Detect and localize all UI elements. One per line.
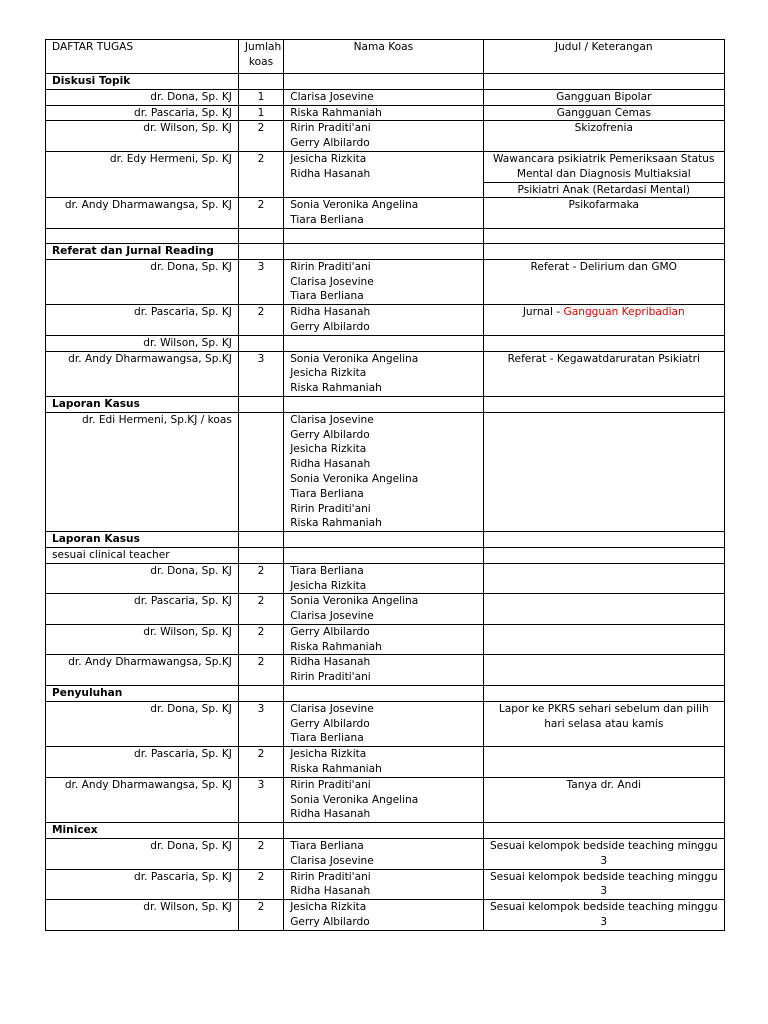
row-count-text: 3	[257, 352, 265, 365]
section-title-row-names	[284, 243, 483, 259]
row-count	[238, 563, 283, 594]
row-names-text: Sonia Veronika Angelina Clarisa Josevine	[290, 595, 419, 623]
row-names-text: Gerry Albilardo Riska Rahmaniah	[290, 625, 382, 653]
row-note-text: Sesuai kelompok bedside teaching minggu 3	[489, 870, 718, 898]
row-names-text: Clarisa Josevine	[290, 90, 374, 103]
section-title-row-count	[238, 74, 283, 90]
header-row	[46, 40, 725, 74]
spacer-cell	[483, 228, 724, 243]
section-title-row-label	[46, 243, 239, 259]
row-count	[238, 777, 283, 822]
row-note	[483, 259, 724, 304]
section-subtitle-row-label	[46, 547, 239, 563]
section-title-row-note	[483, 686, 724, 702]
row-doctor	[46, 777, 239, 822]
row-doctor	[46, 151, 239, 197]
row-doctor	[46, 839, 239, 870]
row-doctor-text: dr. Andy Dharmawangsa, Sp.KJ	[68, 352, 232, 365]
row-note	[483, 335, 724, 351]
row-note	[483, 869, 724, 900]
section-subtitle-row	[46, 547, 725, 563]
section-title-row-label-text: Minicex	[52, 824, 98, 837]
section-title-row	[46, 74, 725, 90]
row-doctor	[46, 121, 239, 152]
section-title-row-label	[46, 532, 239, 548]
spacer-row	[46, 228, 725, 243]
row-names	[284, 701, 483, 746]
row-note-secondary	[483, 182, 724, 198]
row-note	[483, 701, 724, 746]
header-count: Jumlah koas	[238, 40, 283, 74]
row-doctor	[46, 869, 239, 900]
row-note	[483, 563, 724, 594]
row-names-text: Ririn Praditi'ani Clarisa Josevine Tiara Berliana	[290, 260, 374, 303]
row-doctor-text: dr. Dona, Sp. KJ	[150, 840, 232, 853]
row-note-text: Sesuai kelompok bedside teaching minggu 3	[489, 840, 718, 867]
row-note	[483, 594, 724, 625]
row-note-text: Skizofrenia	[574, 122, 633, 135]
row-count-text: 2	[257, 564, 265, 577]
row-doctor-text: dr. Dona, Sp. KJ	[150, 702, 232, 715]
row-note	[483, 121, 724, 152]
row-count	[238, 121, 283, 152]
row-doctor	[46, 351, 239, 396]
row-doctor	[46, 198, 239, 229]
row-note	[483, 900, 724, 931]
row-names	[284, 121, 483, 152]
section-title-row-count	[238, 686, 283, 702]
row-doctor-text: dr. Andy Dharmawangsa, Sp. KJ	[64, 199, 232, 212]
row-names	[284, 335, 483, 351]
table-row	[46, 335, 725, 351]
row-count-text: 2	[257, 306, 265, 319]
row-doctor-text: dr. Dona, Sp. KJ	[150, 564, 232, 577]
row-names-text: Clarisa Josevine Gerry Albilardo Jesicha Rizkita Ridha Hasanah Sonia Veronika Angelina Tiara Berliana Ririn Praditi'ani Riska Rahmaniah	[290, 413, 419, 530]
row-note	[483, 351, 724, 396]
row-names-text: Ririn Praditi'ani Gerry Albilardo	[290, 122, 371, 150]
section-title-row-label-text: Laporan Kasus	[52, 533, 140, 546]
row-note	[483, 777, 724, 822]
table-row	[46, 655, 725, 686]
row-names	[284, 198, 483, 229]
section-title-row-note	[483, 532, 724, 548]
row-names	[284, 563, 483, 594]
row-doctor-text: dr. Dona, Sp. KJ	[150, 260, 232, 273]
row-doctor	[46, 900, 239, 931]
row-note	[483, 412, 724, 531]
row-names	[284, 151, 483, 197]
row-note-text: Wawancara psikiatrik Pemeriksaan Status Mental dan Diagnosis Multiaksial	[493, 152, 715, 180]
row-count	[238, 701, 283, 746]
table-row	[46, 198, 725, 229]
row-count	[238, 89, 283, 105]
header-note: Judul / Keterangan	[483, 40, 724, 74]
section-title-row-count	[238, 823, 283, 839]
table-row	[46, 105, 725, 121]
row-names-text: Ridha Hasanah Ririn Praditi'ani	[290, 656, 371, 684]
header-names: Nama Koas	[284, 40, 483, 74]
header-task: DAFTAR TUGAS	[46, 40, 239, 74]
section-title-row-label	[46, 823, 239, 839]
row-doctor-text: dr. Edi Hermeni, Sp.KJ / koas	[82, 413, 232, 426]
row-names	[284, 777, 483, 822]
section-title-row-names	[284, 686, 483, 702]
section-title-row	[46, 243, 725, 259]
row-note	[483, 89, 724, 105]
row-note-secondary-text: Psikiatri Anak (Retardasi Mental)	[517, 183, 691, 196]
row-note	[483, 839, 724, 870]
section-title-row-note	[483, 243, 724, 259]
row-doctor-text: dr. Wilson, Sp. KJ	[143, 336, 232, 349]
section-title-row	[46, 686, 725, 702]
row-count	[238, 105, 283, 121]
row-doctor-text: dr. Dona, Sp. KJ	[150, 90, 232, 103]
table-row	[46, 777, 725, 822]
row-names-text: Sonia Veronika Angelina Tiara Berliana	[290, 199, 419, 227]
row-doctor-text: dr. Pascaria, Sp. KJ	[134, 106, 232, 119]
table-row	[46, 305, 725, 336]
row-note-text: Sesuai kelompok bedside teaching minggu 3	[489, 901, 718, 929]
row-names	[284, 747, 483, 778]
row-note-text: Referat - Delirium dan GMO	[530, 260, 678, 273]
row-note-text: Psikofarmaka	[568, 199, 640, 212]
row-names-text: Jesicha Rizkita Gerry Albilardo	[290, 901, 370, 929]
row-doctor	[46, 701, 239, 746]
spacer-cell	[284, 228, 483, 243]
section-title-row-count	[238, 532, 283, 548]
row-note-text: Lapor ke PKRS sehari sebelum dan pilih hari selasa atau kamis	[498, 702, 709, 730]
row-names	[284, 412, 483, 531]
row-names-text: Tiara Berliana Jesicha Rizkita	[290, 564, 367, 592]
row-note-text: Referat - Kegawatdaruratan Psikiatri	[507, 352, 700, 365]
section-subtitle-row-label-text: sesuai clinical teacher	[52, 548, 170, 561]
row-note	[483, 305, 724, 336]
section-title-row-label-text: Penyuluhan	[52, 687, 123, 700]
row-doctor-text: dr. Pascaria, Sp. KJ	[134, 595, 232, 608]
table-row	[46, 151, 725, 182]
spacer-cell	[238, 228, 283, 243]
section-title-row-label	[46, 74, 239, 90]
row-count-text: 1	[257, 90, 265, 103]
row-count-text: 2	[257, 199, 265, 212]
row-names-text: Sonia Veronika Angelina Jesicha Rizkita Riska Rahmaniah	[290, 352, 419, 395]
row-doctor	[46, 335, 239, 351]
section-title-row	[46, 396, 725, 412]
row-note	[483, 105, 724, 121]
row-names	[284, 839, 483, 870]
row-doctor-text: dr. Andy Dharmawangsa, Sp.KJ	[68, 656, 232, 669]
row-doctor	[46, 259, 239, 304]
section-title-row-label	[46, 686, 239, 702]
row-doctor	[46, 594, 239, 625]
row-count-text: 3	[257, 702, 265, 715]
section-title-row-count	[238, 396, 283, 412]
section-title-row	[46, 823, 725, 839]
row-count	[238, 839, 283, 870]
table-row	[46, 900, 725, 931]
row-count	[238, 655, 283, 686]
row-names	[284, 594, 483, 625]
section-title-row-label-text: Diskusi Topik	[52, 75, 131, 87]
row-count	[238, 151, 283, 197]
row-names	[284, 624, 483, 655]
task-table	[45, 39, 725, 931]
row-names-text: Ridha Hasanah Gerry Albilardo	[290, 306, 371, 333]
row-names	[284, 351, 483, 396]
table-row	[46, 624, 725, 655]
section-title-row-note	[483, 74, 724, 90]
row-doctor-text: dr. Wilson, Sp. KJ	[143, 901, 232, 914]
table-row	[46, 563, 725, 594]
row-doctor	[46, 412, 239, 531]
row-note	[483, 151, 724, 182]
row-names-text: Jesicha Rizkita Riska Rahmaniah	[290, 748, 382, 776]
section-title-row-label	[46, 396, 239, 412]
row-names	[284, 305, 483, 336]
row-count	[238, 351, 283, 396]
row-count	[238, 335, 283, 351]
row-doctor-text: dr. Andy Dharmawangsa, Sp. KJ	[64, 778, 232, 791]
row-names	[284, 900, 483, 931]
row-doctor-text: dr. Wilson, Sp. KJ	[143, 625, 232, 638]
row-count-text: 3	[257, 260, 265, 273]
row-count-text: 2	[257, 625, 265, 638]
row-count-text: 2	[257, 840, 265, 853]
row-note	[483, 747, 724, 778]
row-names-text: Clarisa Josevine Gerry Albilardo Tiara Berliana	[290, 702, 374, 745]
row-names-text: Riska Rahmaniah	[290, 106, 382, 119]
row-count-text: 2	[257, 152, 265, 165]
table-row	[46, 259, 725, 304]
row-doctor	[46, 624, 239, 655]
row-doctor-text: dr. Pascaria, Sp. KJ	[134, 748, 232, 761]
row-names-text: Ririn Praditi'ani Ridha Hasanah	[290, 870, 371, 898]
row-note-text: Gangguan Cemas	[556, 106, 651, 119]
row-doctor	[46, 105, 239, 121]
section-title-row	[46, 532, 725, 548]
row-names	[284, 655, 483, 686]
row-names	[284, 869, 483, 900]
row-count	[238, 624, 283, 655]
row-names-text: Jesicha Rizkita Ridha Hasanah	[290, 152, 371, 180]
row-doctor-text: dr. Pascaria, Sp. KJ	[134, 870, 232, 883]
row-doctor	[46, 655, 239, 686]
table-row	[46, 839, 725, 870]
row-doctor-text: dr. Pascaria, Sp. KJ	[134, 306, 232, 319]
row-count-text: 2	[257, 595, 265, 608]
row-note	[483, 624, 724, 655]
row-names	[284, 105, 483, 121]
row-count	[238, 412, 283, 531]
row-count-text: 2	[257, 870, 265, 883]
section-subtitle-row-count	[238, 547, 283, 563]
row-count-text: 1	[257, 106, 265, 119]
table-row	[46, 89, 725, 105]
table-row	[46, 869, 725, 900]
section-title-row-label-text: Referat dan Jurnal Reading	[52, 244, 214, 257]
section-subtitle-row-names	[284, 547, 483, 563]
row-count-text: 2	[257, 748, 265, 761]
row-doctor	[46, 563, 239, 594]
table-row	[46, 351, 725, 396]
section-title-row-names	[284, 396, 483, 412]
row-note-text: Tanya dr. Andi	[566, 778, 642, 791]
row-names	[284, 89, 483, 105]
row-note-highlight: Gangguan Kepribadian	[563, 306, 685, 319]
row-note-text: Gangguan Bipolar	[556, 90, 652, 103]
row-doctor	[46, 89, 239, 105]
table-row	[46, 121, 725, 152]
section-subtitle-row-note	[483, 547, 724, 563]
row-note	[483, 655, 724, 686]
row-doctor	[46, 305, 239, 336]
row-names	[284, 259, 483, 304]
table-row	[46, 412, 725, 531]
row-count	[238, 747, 283, 778]
section-title-row-count	[238, 243, 283, 259]
row-names-text: Ririn Praditi'ani Sonia Veronika Angelina Ridha Hasanah	[290, 778, 419, 821]
row-names-text: Tiara Berliana Clarisa Josevine	[290, 840, 374, 867]
row-count	[238, 305, 283, 336]
row-count-text: 2	[257, 656, 265, 669]
row-count	[238, 198, 283, 229]
row-count	[238, 594, 283, 625]
section-title-row-names	[284, 823, 483, 839]
row-count	[238, 259, 283, 304]
section-title-row-label-text: Laporan Kasus	[52, 397, 140, 410]
section-title-row-note	[483, 823, 724, 839]
row-doctor-text: dr. Edy Hermeni, Sp. KJ	[109, 152, 232, 165]
spacer-cell	[46, 228, 239, 243]
table-row	[46, 701, 725, 746]
row-doctor-text: dr. Wilson, Sp. KJ	[143, 122, 232, 135]
row-note-text: Jurnal -	[522, 306, 564, 319]
row-count-text: 2	[257, 122, 265, 135]
section-title-row-names	[284, 74, 483, 90]
row-note	[483, 198, 724, 229]
section-title-row-names	[284, 532, 483, 548]
row-count	[238, 869, 283, 900]
row-count	[238, 900, 283, 931]
section-title-row-note	[483, 396, 724, 412]
table-row	[46, 747, 725, 778]
row-count-text: 2	[257, 901, 265, 914]
row-doctor	[46, 747, 239, 778]
row-count-text: 3	[257, 778, 265, 791]
table-row	[46, 594, 725, 625]
